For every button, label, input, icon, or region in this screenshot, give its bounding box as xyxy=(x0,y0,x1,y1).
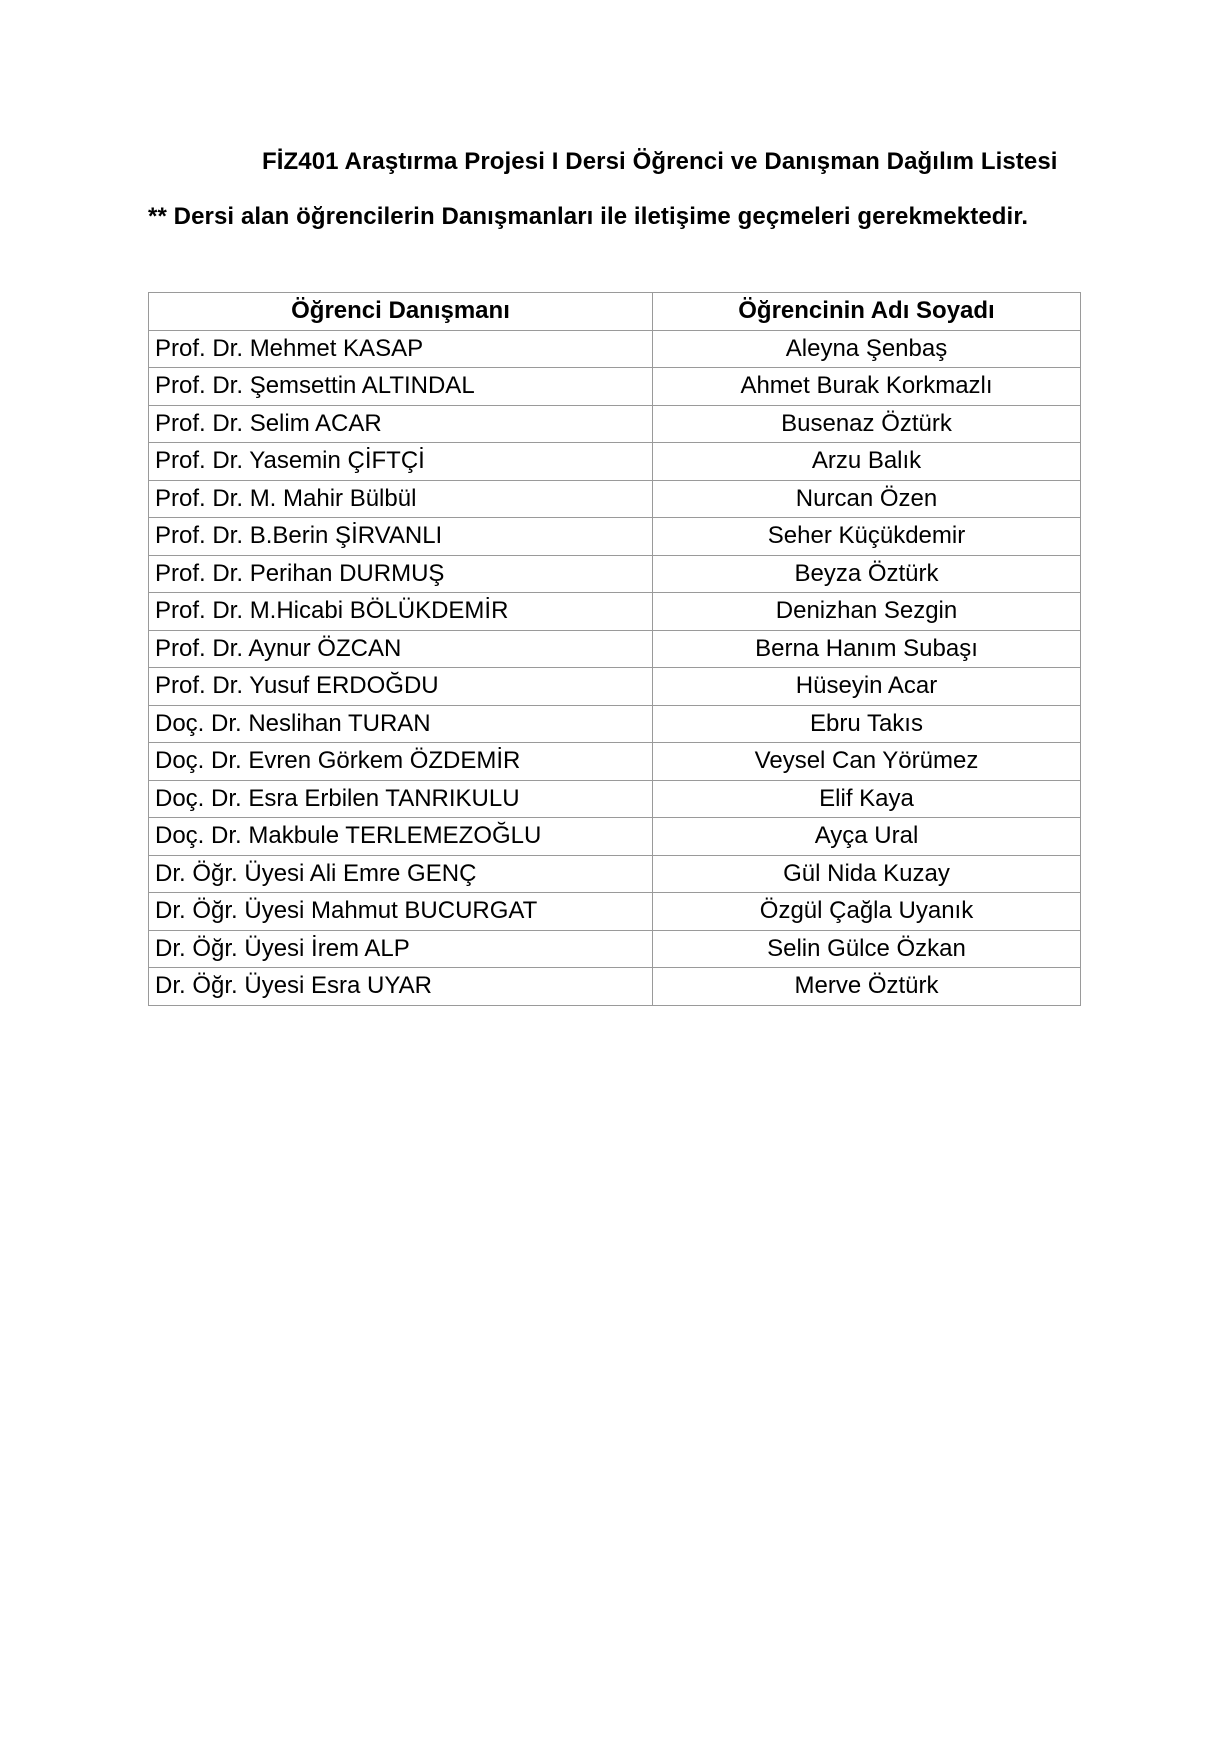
student-cell: Nurcan Özen xyxy=(653,480,1081,518)
advisor-cell: Dr. Öğr. Üyesi Mahmut BUCURGAT xyxy=(149,893,653,931)
table-row xyxy=(149,893,1081,931)
advisor-cell: Dr. Öğr. Üyesi İrem ALP xyxy=(149,930,653,968)
table-row xyxy=(149,780,1081,818)
table-row xyxy=(149,518,1081,556)
student-cell: Aleyna Şenbaş xyxy=(653,330,1081,368)
document-title: FİZ401 Araştırma Projesi I Dersi Öğrenci ve Danışman Dağılım Listesi xyxy=(262,148,1058,175)
student-cell: Busenaz Öztürk xyxy=(653,405,1081,443)
student-cell: Seher Küçükdemir xyxy=(653,518,1081,556)
student-cell: Hüseyin Acar xyxy=(653,668,1081,706)
student-cell: Arzu Balık xyxy=(653,443,1081,481)
student-cell: Gül Nida Kuzay xyxy=(653,855,1081,893)
table-row xyxy=(149,368,1081,406)
student-cell: Merve Öztürk xyxy=(653,968,1081,1006)
document-note: ** Dersi alan öğrencilerin Danışmanları ile iletişime geçmeleri gerekmektedir. xyxy=(148,203,1029,230)
advisor-cell: Doç. Dr. Neslihan TURAN xyxy=(149,705,653,743)
advisor-cell: Doç. Dr. Evren Görkem ÖZDEMİR xyxy=(149,743,653,781)
advisor-cell: Prof. Dr. M. Mahir Bülbül xyxy=(149,480,653,518)
table-row xyxy=(149,630,1081,668)
table-row xyxy=(149,930,1081,968)
header-advisor: Öğrenci Danışmanı xyxy=(149,293,653,331)
advisor-cell: Prof. Dr. B.Berin ŞİRVANLI xyxy=(149,518,653,556)
student-cell: Ahmet Burak Korkmazlı xyxy=(653,368,1081,406)
table-row xyxy=(149,705,1081,743)
table-row xyxy=(149,743,1081,781)
table-row xyxy=(149,405,1081,443)
table-row xyxy=(149,968,1081,1006)
student-cell: Selin Gülce Özkan xyxy=(653,930,1081,968)
table-row xyxy=(149,855,1081,893)
student-cell: Beyza Öztürk xyxy=(653,555,1081,593)
student-cell: Denizhan Sezgin xyxy=(653,593,1081,631)
student-cell: Ebru Takıs xyxy=(653,705,1081,743)
table-header-row xyxy=(149,293,1081,331)
advisor-cell: Doç. Dr. Esra Erbilen TANRIKULU xyxy=(149,780,653,818)
table-row xyxy=(149,818,1081,856)
advisor-cell: Prof. Dr. Mehmet KASAP xyxy=(149,330,653,368)
advisor-cell: Dr. Öğr. Üyesi Esra UYAR xyxy=(149,968,653,1006)
table-row xyxy=(149,555,1081,593)
student-cell: Berna Hanım Subaşı xyxy=(653,630,1081,668)
advisor-cell: Prof. Dr. Yasemin ÇİFTÇİ xyxy=(149,443,653,481)
advisor-cell: Prof. Dr. Şemsettin ALTINDAL xyxy=(149,368,653,406)
advisor-cell: Prof. Dr. Perihan DURMUŞ xyxy=(149,555,653,593)
student-cell: Veysel Can Yörümez xyxy=(653,743,1081,781)
table-row xyxy=(149,480,1081,518)
student-cell: Özgül Çağla Uyanık xyxy=(653,893,1081,931)
advisor-student-table xyxy=(148,292,1081,1006)
student-cell: Ayça Ural xyxy=(653,818,1081,856)
table-row xyxy=(149,443,1081,481)
table-row xyxy=(149,668,1081,706)
student-cell: Elif Kaya xyxy=(653,780,1081,818)
table-row xyxy=(149,593,1081,631)
advisor-cell: Prof. Dr. M.Hicabi BÖLÜKDEMİR xyxy=(149,593,653,631)
advisor-cell: Dr. Öğr. Üyesi Ali Emre GENÇ xyxy=(149,855,653,893)
advisor-cell: Prof. Dr. Aynur ÖZCAN xyxy=(149,630,653,668)
table-row xyxy=(149,330,1081,368)
advisor-cell: Doç. Dr. Makbule TERLEMEZOĞLU xyxy=(149,818,653,856)
advisor-cell: Prof. Dr. Yusuf ERDOĞDU xyxy=(149,668,653,706)
advisor-cell: Prof. Dr. Selim ACAR xyxy=(149,405,653,443)
header-student: Öğrencinin Adı Soyadı xyxy=(653,293,1081,331)
